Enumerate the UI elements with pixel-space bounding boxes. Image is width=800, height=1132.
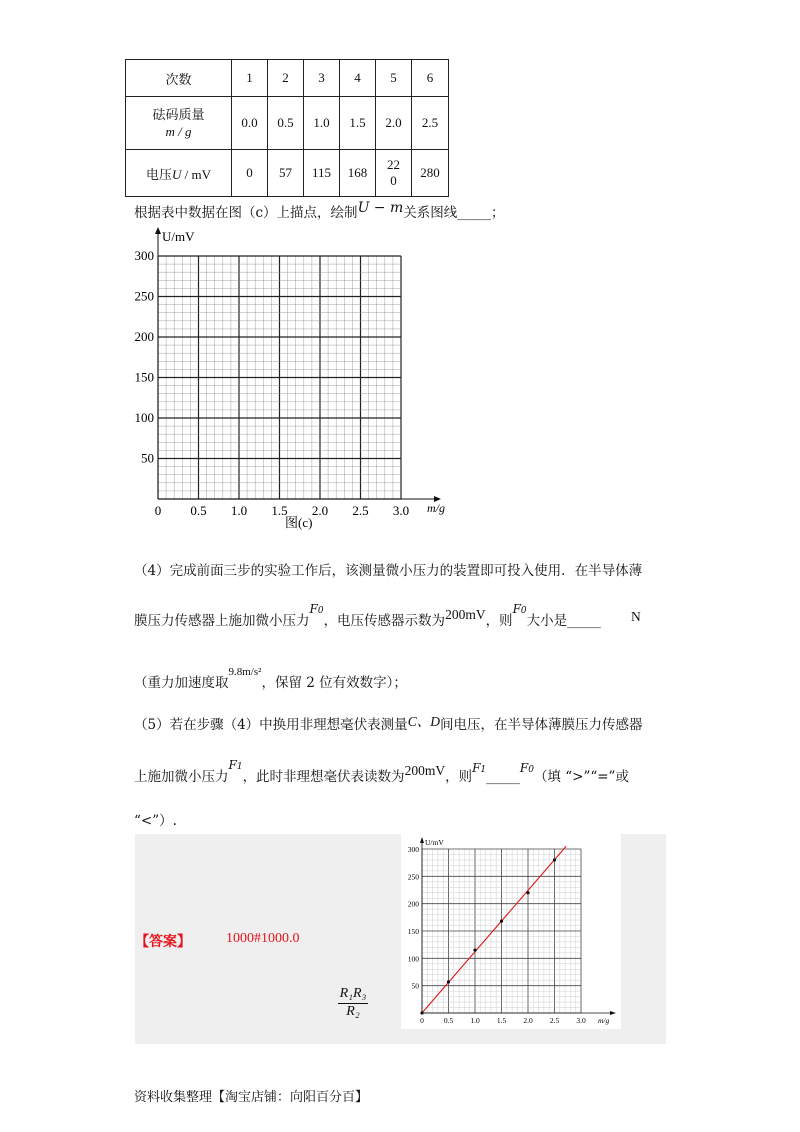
trial-cell: 3 xyxy=(304,60,340,97)
voltage-cell: 115 xyxy=(304,150,340,197)
voltage-cell: 57 xyxy=(268,150,304,197)
answer-x-label: m/g xyxy=(598,1016,610,1025)
q4-text-b: ，电压传感器示数为 xyxy=(323,613,446,629)
q4-line1: （4）完成前面三步的实验工作后，该测量微小压力的装置即可投入使用．在半导体薄 xyxy=(134,563,643,579)
voltage-label-var: U xyxy=(172,166,182,182)
mass-cell: 1.5 xyxy=(340,97,376,150)
answer-x-tick: 1.0 xyxy=(470,1016,480,1025)
trial-cell: 1 xyxy=(232,60,268,97)
answer-y-tick: 300 xyxy=(407,845,419,854)
y-tick-label: 250 xyxy=(134,288,154,304)
x-tick-label: 2.5 xyxy=(352,503,369,518)
answer-y-label: U/mV xyxy=(425,838,444,847)
q4-line3-a: （重力加速度取 xyxy=(134,675,229,691)
answer-y-tick: 50 xyxy=(411,981,419,991)
q5-line1-a: （5）若在步骤（4）中换用非理想毫伏表测量 xyxy=(134,717,408,733)
q5-line2-d: （填 “>”“=”或 xyxy=(533,769,629,785)
F1-symbol: F1 xyxy=(228,758,243,772)
answer-label: 【答案】 xyxy=(135,934,191,950)
q5-line2 xyxy=(134,758,629,789)
fraction-numerator: R₁R₃ xyxy=(338,986,368,1004)
header-label: 次数 xyxy=(126,60,232,97)
q4-line3-b: ，保留 2 位有效数字）； xyxy=(261,675,407,691)
voltage-cell: 22 0 xyxy=(376,150,412,197)
x-tick-label: 0.5 xyxy=(190,503,207,518)
answer-x-tick: 2.5 xyxy=(549,1016,560,1025)
y-tick-label: 100 xyxy=(134,410,154,425)
trial-cell: 6 xyxy=(412,60,449,97)
q5-line2-b: ，此时非理想毫伏表读数为 xyxy=(242,769,405,785)
mass-cell: 1.0 xyxy=(304,97,340,150)
data-point xyxy=(473,949,476,952)
mass-cell: 0.0 xyxy=(232,97,268,150)
F1-symbol-2: F1 xyxy=(472,761,487,775)
chart-caption: 图(c) xyxy=(285,515,313,530)
y-tick-label: 300 xyxy=(134,248,154,263)
y-axis-arrow xyxy=(155,227,161,234)
q4-line3 xyxy=(134,666,407,694)
instruction-formula: U − m xyxy=(357,200,404,216)
unit-N: N xyxy=(631,609,641,624)
q4-line2 xyxy=(134,602,601,633)
mass-cell: 2.5 xyxy=(412,97,449,150)
answer-value: 1000#1000.0 xyxy=(226,931,300,946)
x-axis-label: m/g xyxy=(427,501,445,515)
answer-x-tick: 1.5 xyxy=(496,1016,507,1025)
data-point xyxy=(447,980,450,983)
mass-label xyxy=(126,97,232,150)
g-value: 9.8m/s² xyxy=(228,666,262,678)
mass-label-line1: 砝码质量 xyxy=(152,107,205,122)
answer-x-tick: 3.0 xyxy=(576,1016,586,1025)
F0-symbol-3: F0 xyxy=(519,761,534,775)
grid-c xyxy=(158,256,401,499)
F0-symbol: F0 xyxy=(309,602,324,616)
mass-cell: 2.0 xyxy=(376,97,412,150)
y-tick-label: 200 xyxy=(134,329,154,344)
q5-voltage: 200mV xyxy=(404,763,446,778)
y-tick-label: 50 xyxy=(141,450,154,466)
cd-label: C、D xyxy=(407,714,440,729)
trial-cell: 2 xyxy=(268,60,304,97)
y-tick-labels xyxy=(135,248,155,466)
F0-symbol-2: F0 xyxy=(512,602,527,616)
x-tick-label: 1.0 xyxy=(230,503,248,518)
voltage-label xyxy=(126,150,232,197)
trial-cell: 5 xyxy=(376,60,412,97)
data-table xyxy=(125,59,449,197)
q5-line2-c: ，则 xyxy=(445,769,473,785)
q4-text-c: ，则 xyxy=(485,613,513,629)
instruction-text: 根据表中数据在图（c）上描点，绘制 xyxy=(134,205,358,221)
answer-x-tick: 2.0 xyxy=(523,1016,533,1025)
answer-y-tick: 150 xyxy=(407,927,419,936)
x-tick-label: 0 xyxy=(154,503,162,518)
footer: 资料收集整理【淘宝店铺：向阳百分百】 xyxy=(134,1090,369,1105)
answer-fraction xyxy=(338,986,368,1020)
q5-line2-a: 上施加微小压力 xyxy=(134,769,229,785)
answer-x-tick: 0 xyxy=(420,1016,424,1025)
fraction-denominator: R₂ xyxy=(346,1004,360,1019)
x-tick-label: 3.0 xyxy=(392,503,410,518)
voltage-cell: 0 xyxy=(232,150,268,197)
voltage-label-unit: / mV xyxy=(181,166,212,182)
answer-x-tick: 0.5 xyxy=(443,1016,454,1025)
q4-text: 膜压力传感器上施加微小压力 xyxy=(134,613,310,629)
data-point xyxy=(500,920,503,923)
x-tick-label: 2.0 xyxy=(311,503,329,518)
data-point xyxy=(553,858,556,861)
answer-y-tick: 250 xyxy=(407,872,419,882)
q5-blank: _____ xyxy=(486,769,520,785)
answer-chart xyxy=(401,834,621,1029)
voltage-label-prefix: 电压 xyxy=(145,166,172,182)
y-tick-label: 150 xyxy=(134,369,154,385)
data-point xyxy=(526,891,529,894)
answer-box xyxy=(135,834,666,1044)
voltage-cell: 280 xyxy=(412,150,449,197)
voltage-cell: 168 xyxy=(340,150,376,197)
q5-line1 xyxy=(134,715,642,735)
instruction-text-after: 关系图线_____； xyxy=(403,205,505,221)
q5-line3: “<”）. xyxy=(134,813,177,829)
mass-cell: 0.5 xyxy=(268,97,304,150)
x-tick-label: 1.5 xyxy=(271,503,288,518)
mass-label-line2: m / g xyxy=(165,124,192,139)
blank-chart-c xyxy=(125,222,455,534)
answer-y-tick: 100 xyxy=(407,954,419,964)
x-tick-labels xyxy=(155,503,409,518)
trial-cell: 4 xyxy=(340,60,376,97)
data-point xyxy=(420,1011,423,1014)
y-axis-label: U/mV xyxy=(162,229,195,244)
q4-voltage: 200mV xyxy=(445,607,486,622)
q4-text-d: 大小是_____ xyxy=(526,613,601,629)
q5-line1-b: 间电压，在半导体薄膜压力传感器 xyxy=(439,717,643,733)
answer-y-tick: 200 xyxy=(407,899,419,909)
instruction-line xyxy=(134,200,505,223)
